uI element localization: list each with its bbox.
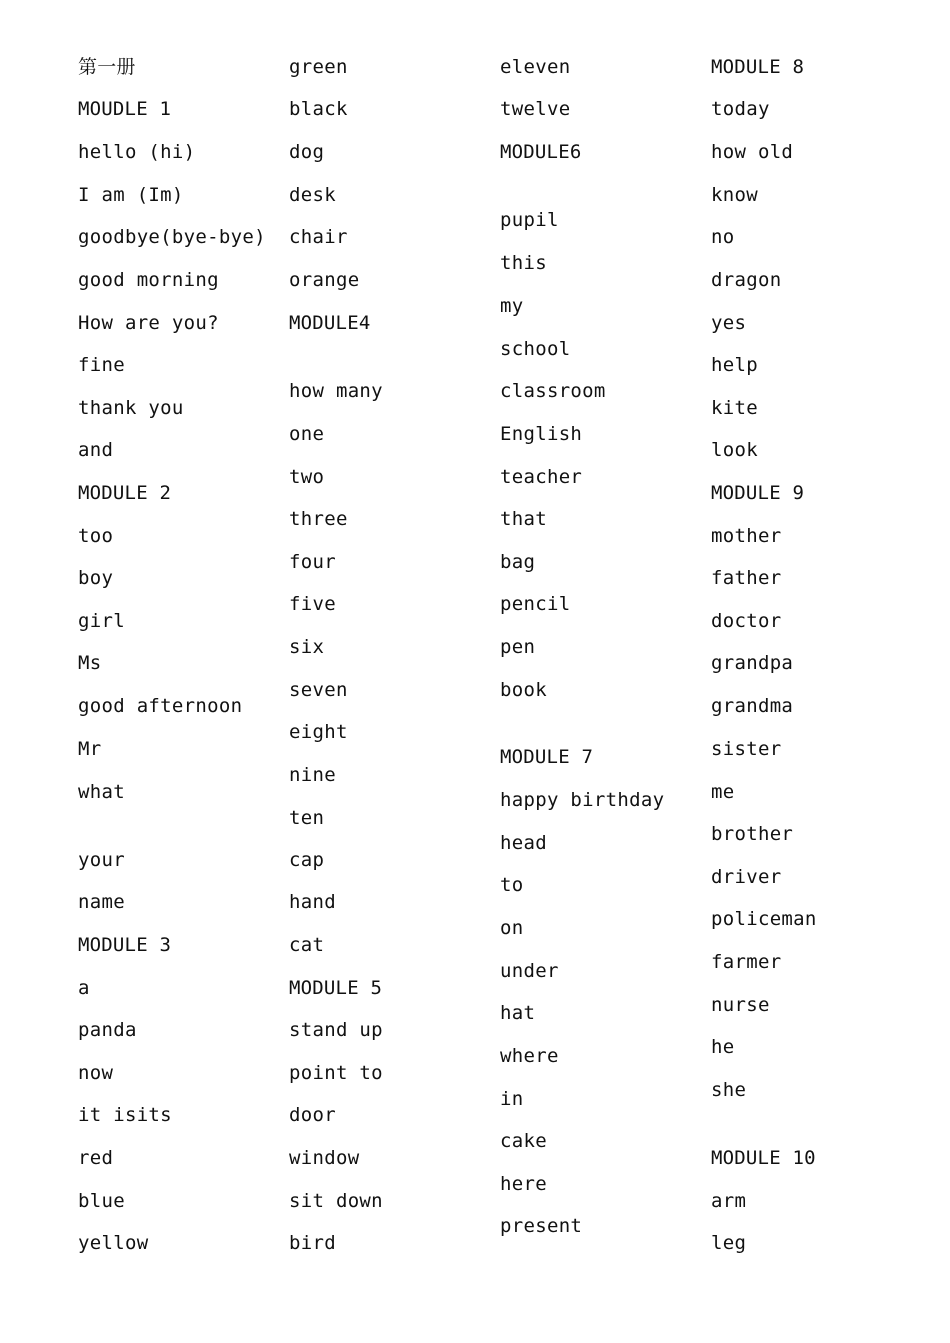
vocabulary-word: good afternoon: [78, 695, 243, 717]
module-heading: MODULE 9: [711, 482, 805, 504]
vocabulary-word: girl: [78, 610, 125, 632]
vocabulary-word: bird: [289, 1232, 336, 1254]
vocabulary-word: cap: [289, 849, 325, 871]
vocabulary-word: classroom: [500, 380, 606, 402]
vocabulary-word: pupil: [500, 209, 559, 231]
vocabulary-word: sit down: [289, 1190, 383, 1212]
vocabulary-word: arm: [711, 1190, 747, 1212]
vocabulary-word: under: [500, 960, 559, 982]
vocabulary-word: eleven: [500, 56, 571, 78]
vocabulary-word: nurse: [711, 994, 770, 1016]
word-column-1: [78, 0, 283, 1343]
vocabulary-word: two: [289, 466, 325, 488]
vocabulary-word: English: [500, 423, 583, 445]
vocabulary-word: desk: [289, 184, 336, 206]
vocabulary-word: dragon: [711, 269, 782, 291]
vocabulary-word: goodbye(bye-bye): [78, 226, 266, 248]
vocabulary-word: look: [711, 439, 758, 461]
vocabulary-word: five: [289, 593, 336, 615]
vocabulary-word: how old: [711, 141, 794, 163]
vocabulary-word: Ms: [78, 652, 102, 674]
module-heading: MODULE 2: [78, 482, 172, 504]
vocabulary-word: father: [711, 567, 782, 589]
module-heading: MODULE 8: [711, 56, 805, 78]
word-column-3: [500, 0, 705, 1343]
vocabulary-word: present: [500, 1215, 583, 1237]
vocabulary-word: this: [500, 252, 547, 274]
vocabulary-word: window: [289, 1147, 360, 1169]
vocabulary-word: red: [78, 1147, 114, 1169]
vocabulary-word: driver: [711, 866, 782, 888]
module-heading: MODULE 3: [78, 934, 172, 956]
module-heading: MOUDLE 1: [78, 98, 172, 120]
vocabulary-word: pen: [500, 636, 536, 658]
word-column-4: [711, 0, 916, 1343]
vocabulary-word: panda: [78, 1019, 137, 1041]
vocabulary-word: bag: [500, 551, 536, 573]
vocabulary-word: black: [289, 98, 348, 120]
vocabulary-word: chair: [289, 226, 348, 248]
vocabulary-word: in: [500, 1088, 524, 1110]
vocabulary-word: that: [500, 508, 547, 530]
vocabulary-word: no: [711, 226, 735, 248]
vocabulary-word: six: [289, 636, 325, 658]
vocabulary-word: ten: [289, 807, 325, 829]
vocabulary-word: leg: [711, 1232, 747, 1254]
vocabulary-word: three: [289, 508, 348, 530]
vocabulary-word: how many: [289, 380, 383, 402]
vocabulary-word: yes: [711, 312, 747, 334]
vocabulary-word: dog: [289, 141, 325, 163]
vocabulary-word: four: [289, 551, 336, 573]
vocabulary-word: twelve: [500, 98, 571, 120]
vocabulary-word: sister: [711, 738, 782, 760]
vocabulary-word: on: [500, 917, 524, 939]
module-heading: MODULE6: [500, 141, 582, 163]
vocabulary-word: doctor: [711, 610, 782, 632]
module-heading: MODULE 7: [500, 746, 594, 768]
vocabulary-word: grandma: [711, 695, 794, 717]
vocabulary-word: too: [78, 525, 114, 547]
word-column-2: [289, 0, 494, 1343]
vocabulary-word: thank you: [78, 397, 184, 419]
vocabulary-word: kite: [711, 397, 758, 419]
vocabulary-word: farmer: [711, 951, 782, 973]
vocabulary-word: here: [500, 1173, 547, 1195]
vocabulary-word: your: [78, 849, 125, 871]
vocabulary-word: orange: [289, 269, 360, 291]
vocabulary-word: to: [500, 874, 524, 896]
vocabulary-word: a: [78, 977, 90, 999]
vocabulary-word: name: [78, 891, 125, 913]
vocabulary-word: me: [711, 781, 735, 803]
vocabulary-word: eight: [289, 721, 348, 743]
vocabulary-word: seven: [289, 679, 348, 701]
vocabulary-word: brother: [711, 823, 794, 845]
vocabulary-word: and: [78, 439, 114, 461]
vocabulary-word: teacher: [500, 466, 583, 488]
vocabulary-word: boy: [78, 567, 114, 589]
vocabulary-word: point to: [289, 1062, 383, 1084]
vocabulary-word: green: [289, 56, 348, 78]
vocabulary-word: fine: [78, 354, 125, 376]
vocabulary-word: know: [711, 184, 758, 206]
vocabulary-word: it isits: [78, 1104, 172, 1126]
vocabulary-word: How are you?: [78, 312, 219, 334]
vocabulary-word: head: [500, 832, 547, 854]
vocabulary-word: one: [289, 423, 325, 445]
vocabulary-word: she: [711, 1079, 747, 1101]
vocabulary-word: where: [500, 1045, 559, 1067]
vocabulary-word: pencil: [500, 593, 571, 615]
vocabulary-word: my: [500, 295, 524, 317]
vocabulary-word: what: [78, 781, 125, 803]
vocabulary-word: good morning: [78, 269, 219, 291]
vocabulary-word: cake: [500, 1130, 547, 1152]
vocabulary-word: happy birthday: [500, 789, 665, 811]
vocabulary-word: nine: [289, 764, 336, 786]
vocabulary-word: hat: [500, 1002, 536, 1024]
vocabulary-word: he: [711, 1036, 735, 1058]
vocabulary-word: cat: [289, 934, 325, 956]
vocabulary-word: today: [711, 98, 770, 120]
vocabulary-word: I am (Im): [78, 184, 184, 206]
module-heading: MODULE4: [289, 312, 371, 334]
module-heading: 第一册: [78, 56, 136, 78]
module-heading: MODULE 10: [711, 1147, 816, 1169]
module-heading: MODULE 5: [289, 977, 383, 999]
vocabulary-word: grandpa: [711, 652, 794, 674]
vocabulary-word: Mr: [78, 738, 102, 760]
vocabulary-word: hand: [289, 891, 336, 913]
vocabulary-word: door: [289, 1104, 336, 1126]
vocabulary-word: school: [500, 338, 571, 360]
vocabulary-word: help: [711, 354, 758, 376]
vocabulary-word: now: [78, 1062, 114, 1084]
vocabulary-word: stand up: [289, 1019, 383, 1041]
vocabulary-word: policeman: [711, 908, 817, 930]
vocabulary-word: hello (hi): [78, 141, 196, 163]
vocabulary-word: book: [500, 679, 547, 701]
vocabulary-word: yellow: [78, 1232, 149, 1254]
vocabulary-word: blue: [78, 1190, 125, 1212]
vocabulary-word: mother: [711, 525, 782, 547]
